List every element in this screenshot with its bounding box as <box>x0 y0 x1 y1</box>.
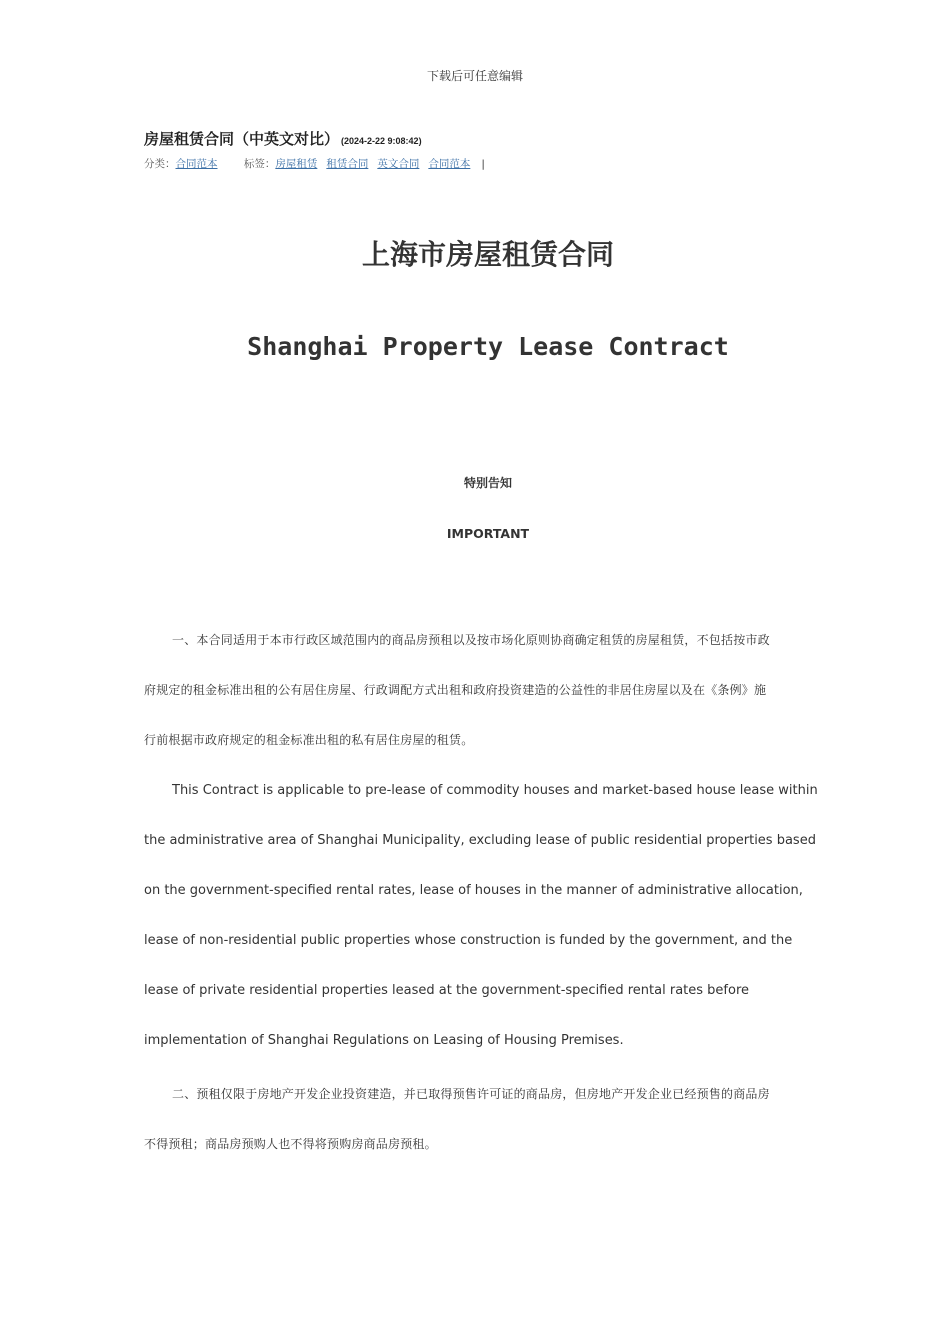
tag-link-contract-template[interactable]: 合同范本 <box>428 158 471 170</box>
tag-link-house-lease[interactable]: 房屋租赁 <box>275 158 318 170</box>
paragraph-line: 二、预租仅限于房地产开发企业投资建造，并已取得预售许可证的商品房，但房地产开发企业已经预售的商品房 <box>172 1087 770 1101</box>
category-link[interactable]: 合同范本 <box>175 158 218 170</box>
paragraph-line: on the government-specified rental rates, lease of houses in the manner of administrative allocation, <box>144 883 803 898</box>
notice-heading-english: IMPORTANT <box>446 526 530 541</box>
category-label: 分类： <box>144 158 176 170</box>
article-meta <box>144 156 824 171</box>
article-title-line <box>144 128 824 149</box>
paragraph-line: lease of private residential properties leased at the government-specified rental rates before <box>144 983 750 998</box>
article-title: 房屋租赁合同（中英文对比） <box>144 130 340 148</box>
article-date: (2024-2-22 9:08:42) <box>341 136 422 146</box>
paragraph-line: 一、本合同适用于本市行政区域范围内的商品房预租以及按市场化原则协商确定租赁的房屋租赁，不包括按市政 <box>172 633 770 647</box>
paragraph-line: 行前根据市政府规定的租金标准出租的私有居住房屋的租赁。 <box>144 733 474 747</box>
contract-title-chinese: 上海市房屋租赁合同 <box>361 238 614 271</box>
paragraph-line: the administrative area of Shanghai Municipality, excluding lease of public residential properties based <box>144 833 816 848</box>
article-header <box>144 128 824 171</box>
contract-title-english: Shanghai Property Lease Contract <box>247 332 729 361</box>
clause-2-chinese <box>144 1069 814 1169</box>
clause-1-english <box>144 766 818 1066</box>
tag-link-lease-contract[interactable]: 租赁合同 <box>326 158 369 170</box>
paragraph-line: 府规定的租金标准出租的公有居住房屋、行政调配方式出租和政府投资建造的公益性的非居住房屋以及在《条例》施 <box>144 683 767 697</box>
paragraph-line: implementation of Shanghai Regulations on Leasing of Housing Premises. <box>144 1033 624 1048</box>
paragraph-line: lease of non-residential public properties whose construction is funded by the government, and the <box>144 933 793 948</box>
meta-separator: | <box>481 158 485 170</box>
clause-1-chinese <box>144 615 814 765</box>
download-note: 下载后可任意编辑 <box>426 69 523 83</box>
paragraph-line: This Contract is applicable to pre-lease of commodity houses and market-based house lease within <box>172 783 818 798</box>
tags-label: 标签： <box>243 158 276 170</box>
notice-heading-chinese: 特别告知 <box>463 476 512 490</box>
paragraph-line: 不得预租；商品房预购人也不得将预购房商品房预租。 <box>144 1137 437 1151</box>
tag-link-english-contract[interactable]: 英文合同 <box>377 158 420 170</box>
